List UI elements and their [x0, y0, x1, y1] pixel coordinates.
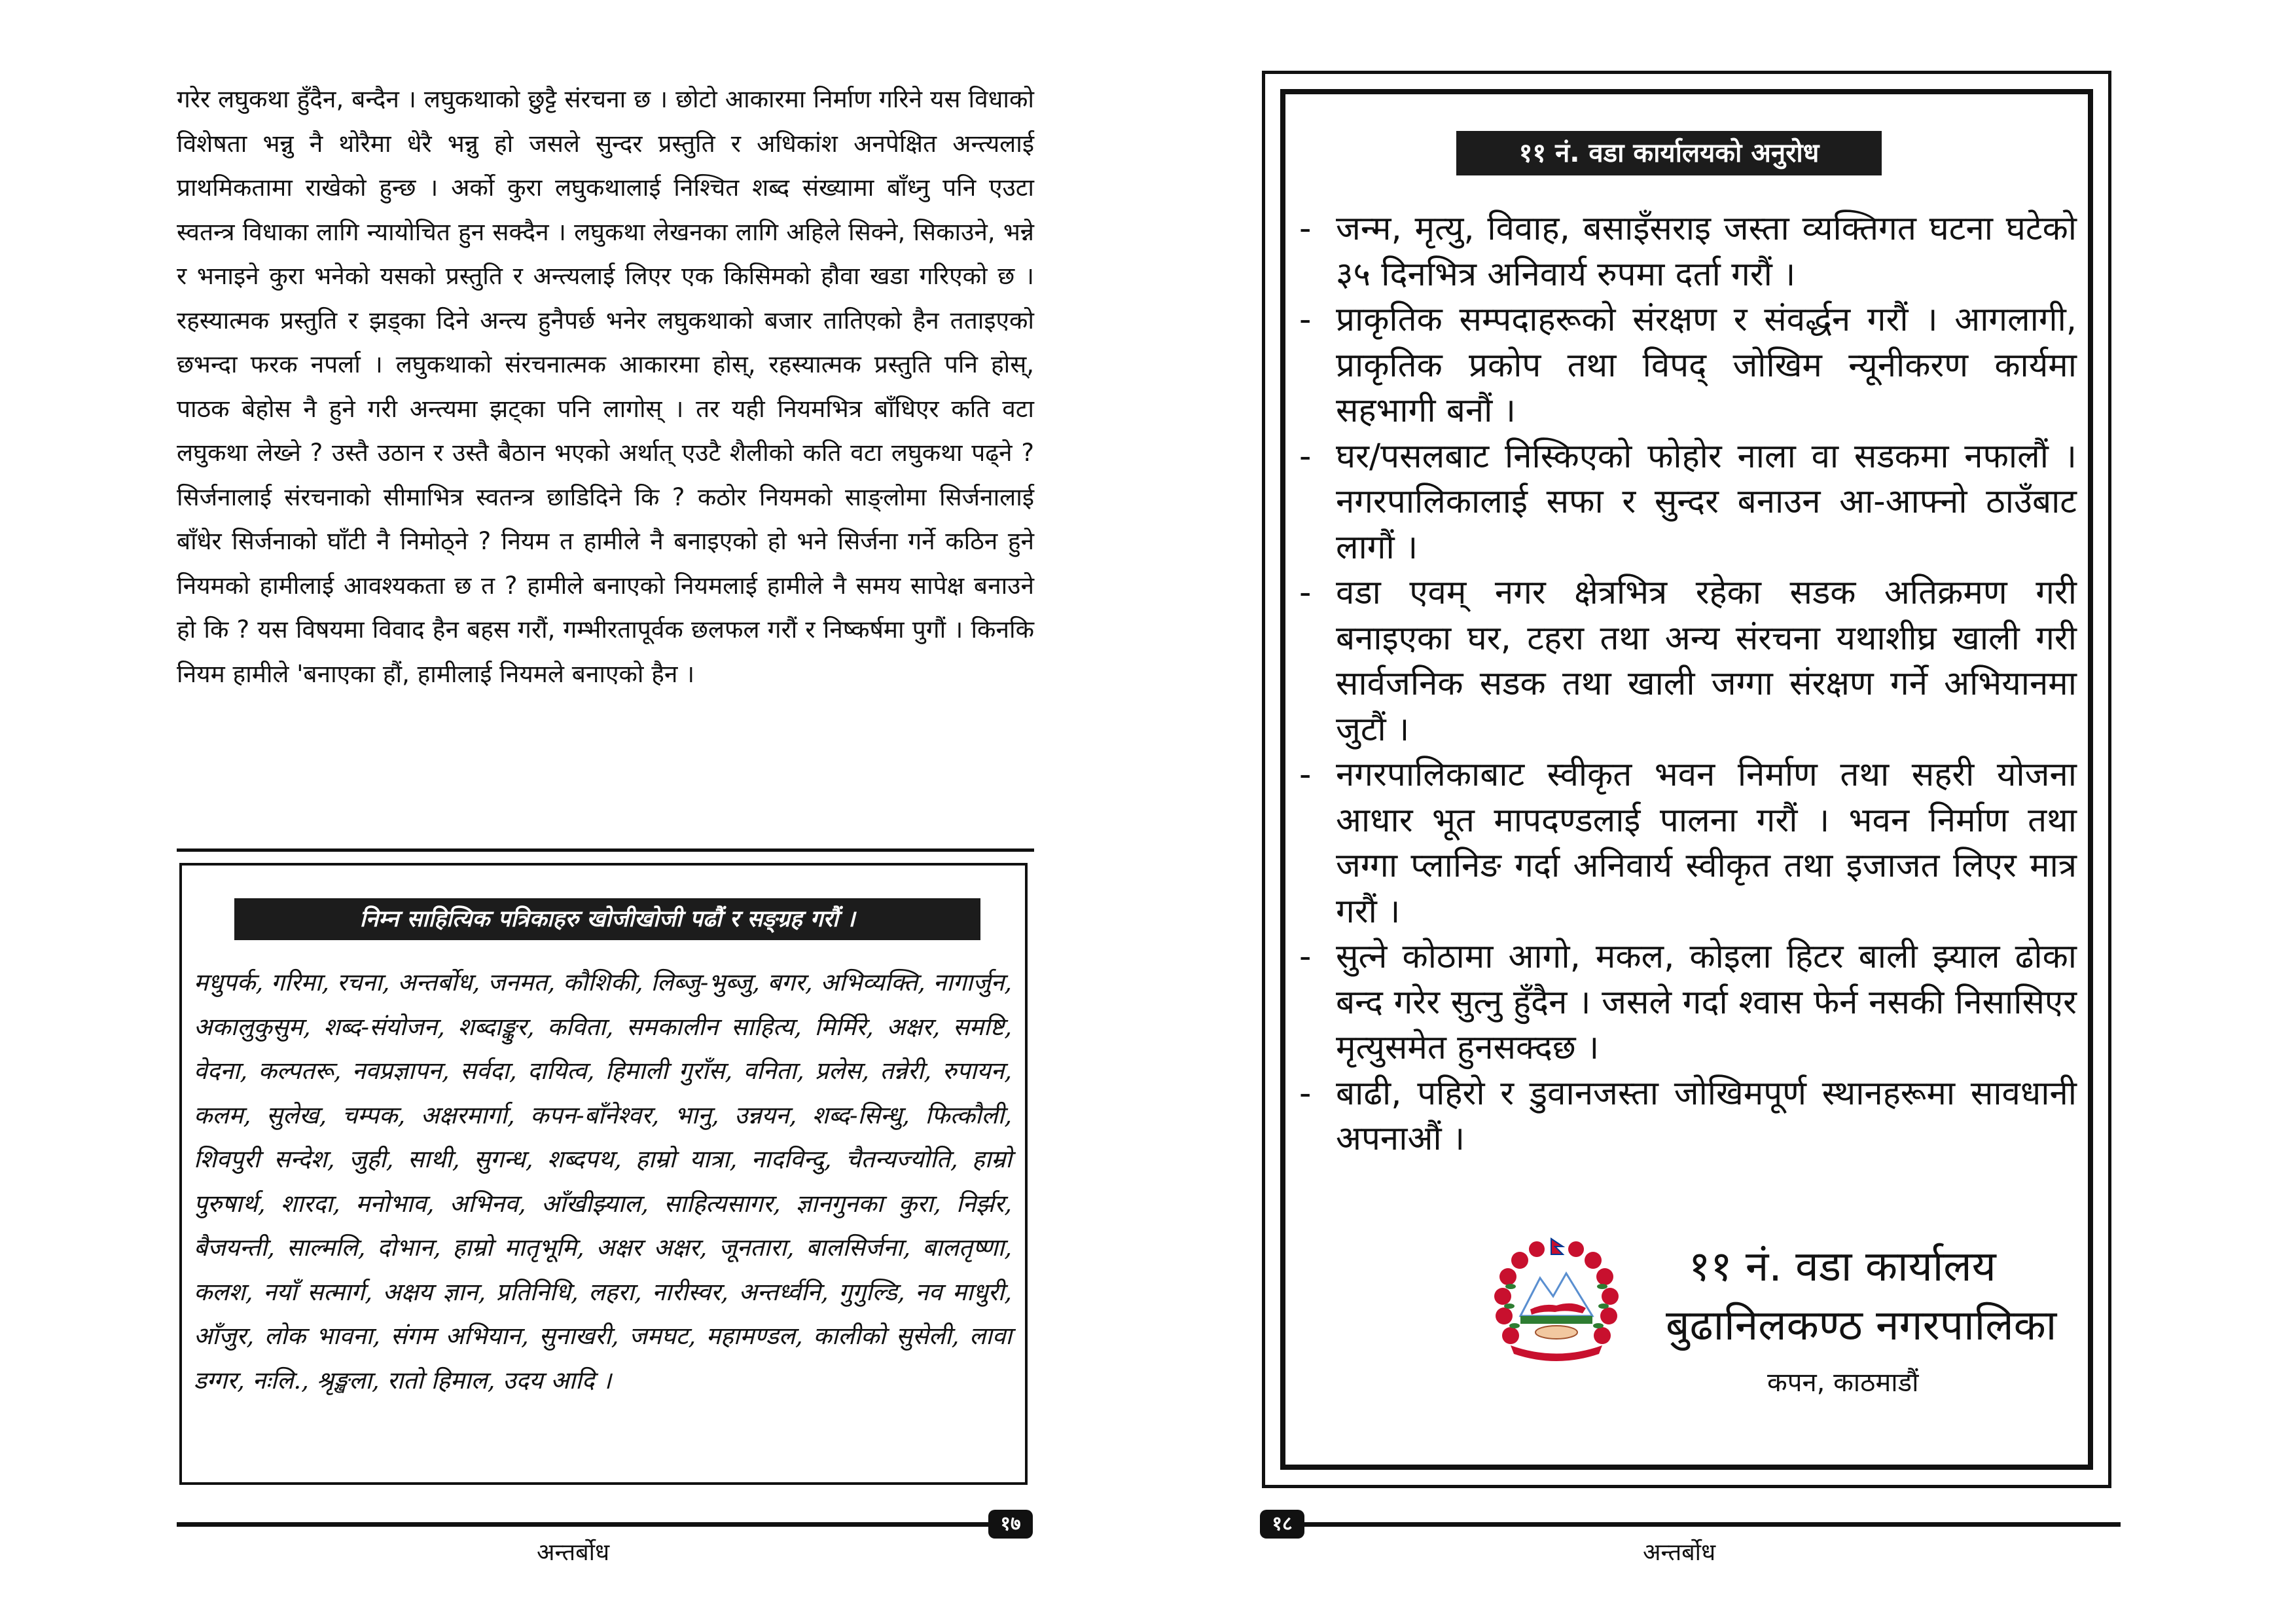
footer-magazine-title-left: अन्तर्बोध	[537, 1539, 610, 1566]
page-number-left: १७	[988, 1510, 1033, 1539]
notice-item	[1299, 206, 2077, 297]
signature-address: कपन, काठमाडौं	[1767, 1368, 1919, 1398]
bullet-dash: -	[1299, 756, 1312, 794]
section-divider	[177, 848, 1034, 852]
bullet-dash: -	[1299, 210, 1312, 248]
bullet-dash: -	[1299, 301, 1312, 339]
notice-list	[1299, 206, 2077, 1162]
notice-title: ११ नं. वडा कार्यालयको अनुरोध	[1456, 131, 1882, 175]
notice-text: प्राकृतिक सम्पदाहरूको संरक्षण र संवर्द्धन गरौं । आगलागी, प्राकृतिक प्रकोप तथा विपद् जोखिम न्यूनीकरण कार्यमा सहभागी बनौं ।	[1336, 301, 2077, 430]
notice-item	[1299, 570, 2077, 752]
notice-text: घर/पसलबाट निस्किएको फोहोर नाला वा सडकमा नफालौं । नगरपालिकालाई सफा र सुन्दर बनाउन आ-आफ्नो ठाउँबाट लागौं ।	[1336, 437, 2077, 567]
bullet-dash: -	[1299, 437, 1312, 476]
notice-text: वडा एवम् नगर क्षेत्रभित्र रहेका सडक अतिक्रमण गरी बनाइएका घर, टहरा तथा अन्य संरचना यथाशीघ्र खाली गरी सार्वजनिक सडक तथा खाली जग्गा संरक्षण गर्ने अभियानमा जुटौं ।	[1336, 574, 2077, 749]
footer-magazine-title-right: अन्तर्बोध	[1643, 1539, 1716, 1566]
literature-magazine-list: मधुपर्क, गरिमा, रचना, अन्तर्बोध, जनमत, कौशिकी, लिब्जु-भुब्जु, बगर, अभिव्यक्ति, नागार्जुन, अकालुकुसुम, शब्द-संयोजन, शब्दाङ्कुर, कविता, समकालीन साहित्य, मिर्मिरे, अक्षर, समष्टि, वेदना, कल्पतरू, नवप्रज्ञापन, सर्वदा, दायित्व, हिमाली गुराँस, वनिता, प्रलेस, तन्नेरी, रुपायन, कलम, सुलेख, चम्पक, अक्षरमार्गा, कपन-बाँनेश्वर, भानु, उन्नयन, शब्द-सिन्धु, फित्कौली, शिवपुरी सन्देश, जुही, साथी, सुगन्ध, शब्दपथ, हाम्रो यात्रा, नादविन्दु, चैतन्यज्योति, हाम्रो पुरुषार्थ, शारदा, मनोभाव, अभिनव, आँखीझ्याल, साहित्यसागर, ज्ञानगुनका कुरा, निर्झर, बैजयन्ती, साल्मलि, दोभान, हाम्रो मातृभूमि, अक्षर अक्षर, जूनतारा, बालसिर्जना, बालतृष्णा, कलश, नयाँ सत्मार्ग, अक्षय ज्ञान, प्रतिनिधि, लहरा, नारीस्वर, अन्तर्ध्वनि, गुगुल्डि, नव माधुरी, आँजुर, लोक भावना, संगम अभियान, सुनाखरी, जमघट, महामण्डल, कालीको सुसेली, लावा डग्गर, नःलि., श्रृङ्खला, रातो हिमाल, उदय आदि ।	[194, 968, 1012, 1395]
literature-list-box	[179, 863, 1028, 1485]
bullet-dash: -	[1299, 1074, 1312, 1113]
nepal-government-emblem-icon	[1491, 1237, 1622, 1362]
notice-item	[1299, 934, 2077, 1071]
bullet-dash: -	[1299, 574, 1312, 612]
page-number-right: १८	[1260, 1510, 1304, 1539]
notice-text: जन्म, मृत्यु, विवाह, बसाइँसराइ जस्ता व्यक्तिगत घटना घटेको ३५ दिनभित्र अनिवार्य रुपमा दर्ता गरौं ।	[1336, 210, 2077, 294]
notice-item	[1299, 752, 2077, 934]
notice-item	[1299, 434, 2077, 571]
footer-rule-left	[177, 1522, 1011, 1527]
notice-text: सुत्ने कोठामा आगो, मकल, कोइला हिटर बाली झ्याल ढोका बन्द गरेर सुत्नु हुँदैन । जसले गर्दा श्वास फेर्न नसकी निसासिएर मृत्युसमेत हुनसक्दछ ।	[1336, 938, 2077, 1067]
notice-item	[1299, 297, 2077, 434]
signature-office-name: ११ नं. वडा कार्यालय	[1689, 1243, 1996, 1291]
notice-text: नगरपालिकाबाट स्वीकृत भवन निर्माण तथा सहरी योजना आधार भूत मापदण्डलाई पालना गरौं । भवन निर्माण तथा जग्गा प्लानिङ गर्दा अनिवार्य स्वीकृत तथा इजाजत लिएर मात्र गरौं ।	[1336, 756, 2077, 931]
article-body-text: गरेर लघुकथा हुँदैन, बन्दैन । लघुकथाको छुट्टै संरचना छ । छोटो आकारमा निर्माण गरिने यस विधाको विशेषता भन्नु नै थोरैमा धेरै भन्नु हो जसले सुन्दर प्रस्तुति र अधिकांश अनपेक्षित अन्त्यलाई प्राथमिकतामा राखेको हुन्छ । अर्को कुरा लघुकथालाई निश्चित शब्द संख्यामा बाँध्नु पनि एउटा स्वतन्त्र विधाका लागि न्यायोचित हुन सक्दैन । लघुकथा लेखनका लागि अहिले सिक्ने, सिकाउने, भन्ने र भनाइने कुरा भनेको यसको प्रस्तुति र अन्त्यलाई लिएर एक किसिमको हौवा खडा गरिएको छ । रहस्यात्मक प्रस्तुति र झड्का दिने अन्त्य हुनैपर्छ भनेर लघुकथाको बजार तातिएको हैन तताइएको छभन्दा फरक नपर्ला । लघुकथाको संरचनात्मक आकारमा होस्, रहस्यात्मक प्रस्तुति पनि होस्, पाठक बेहोस नै हुने गरी अन्त्यमा झट्का पनि लागोस् । तर यही नियमभित्र बाँधिएर कति वटा लघुकथा लेख्ने ? उस्तै उठान र उस्तै बैठान भएको अर्थात् एउटै शैलीको कति वटा लघुकथा पढ्ने ? सिर्जनालाई संरचनाको सीमाभित्र स्वतन्त्र छाडिदिने कि ? कठोर नियमको साङ्लोमा सिर्जनालाई बाँधेर सिर्जनाको घाँटी नै निमोठ्ने ? नियम त हामीले नै बनाइएको हो भने सिर्जना गर्ने कठिन हुने नियमको हामीलाई आवश्यकता छ त ? हामीले बनाएको नियमलाई हामीले नै समय सापेक्ष बनाउने हो कि ? यस विषयमा विवाद हैन बहस गरौं, गम्भीरतापूर्वक छलफल गरौं र निष्कर्षमा पुगौं । किनकि नियम हामीले 'बनाएका हौं, हामीलाई नियमले बनाएको हैन ।	[177, 85, 1034, 688]
left-page	[177, 65, 1034, 1591]
bullet-dash: -	[1299, 938, 1312, 976]
notice-text: बाढी, पहिरो र डुवानजस्ता जोखिमपूर्ण स्थानहरूमा सावधानी अपनाऔं ।	[1336, 1074, 2077, 1158]
literature-box-heading: निम्न साहित्यिक पत्रिकाहरु खोजीखोजी पढौं र सङ्ग्रह गरौं ।	[234, 898, 980, 940]
footer-rule-right	[1280, 1522, 2121, 1527]
signature-municipality-name: बुढानिलकण्ठ नगरपालिका	[1666, 1302, 2057, 1350]
notice-item	[1299, 1071, 2077, 1162]
